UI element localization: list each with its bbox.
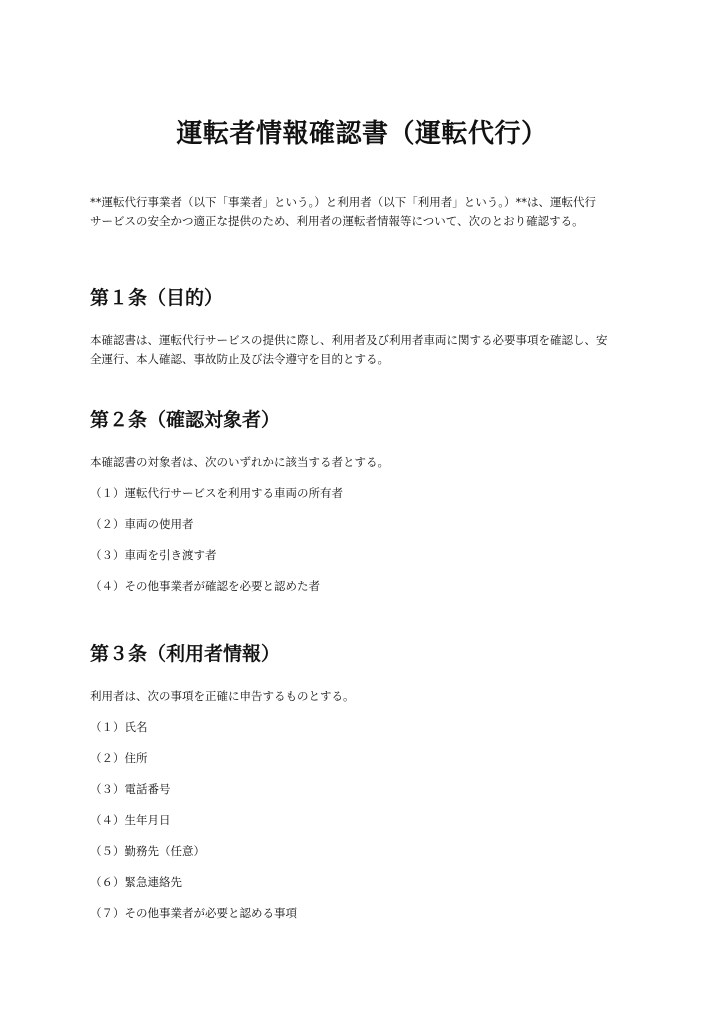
list-item: （２）住所 [90, 751, 148, 765]
list-item: （３）車両を引き渡す者 [90, 548, 217, 562]
list-item: （２）車両の使用者 [90, 517, 194, 531]
article-1 [90, 284, 635, 369]
list-item: （７）その他事業者が必要と認める事項 [90, 906, 297, 920]
intro-paragraph [90, 193, 635, 231]
article-list [90, 718, 635, 923]
article-3 [90, 640, 635, 935]
list-item: （３）電話番号 [90, 782, 171, 796]
article-text-line: 利用者は、次の事項を正確に申告するものとする。 [90, 689, 355, 703]
article-text-line: 本確認書の対象者は、次のいずれかに該当する者とする。 [90, 455, 389, 469]
intro-line: サービスの安全かつ適正な提供のため、利用者の運転者情報等について、次のとおり確認する。 [90, 214, 584, 228]
article-heading: 第３条（利用者情報） [90, 643, 281, 665]
article-text-line: 本確認書は、運転代行サービスの提供に際し、利用者及び利用者車両に関する必要事項を確認し、安 [90, 333, 608, 347]
article-text [90, 687, 635, 706]
list-item: （１）氏名 [90, 720, 148, 734]
article-text-line: 全運行、本人確認、事故防止及び法令遵守を目的とする。 [90, 352, 389, 366]
article-text [90, 453, 635, 472]
article-heading: 第２条（確認対象者） [90, 409, 281, 431]
document-title: 運転者情報確認書（運転代行） [176, 119, 548, 149]
list-item: （１）運転代行サービスを利用する車両の所有者 [90, 486, 343, 500]
list-item: （６）緊急連絡先 [90, 875, 182, 889]
list-item: （５）勤務先（任意） [90, 844, 205, 858]
intro-line: **運転代行事業者（以下「事業者」という。）と利用者（以下「利用者」という。）**は、運転代行 [90, 195, 596, 209]
list-item: （４）その他事業者が確認を必要と認めた者 [90, 579, 320, 593]
article-list [90, 484, 635, 596]
list-item: （４）生年月日 [90, 813, 171, 827]
article-2 [90, 406, 635, 608]
article-text [90, 331, 635, 369]
article-heading: 第１条（目的） [90, 287, 224, 309]
